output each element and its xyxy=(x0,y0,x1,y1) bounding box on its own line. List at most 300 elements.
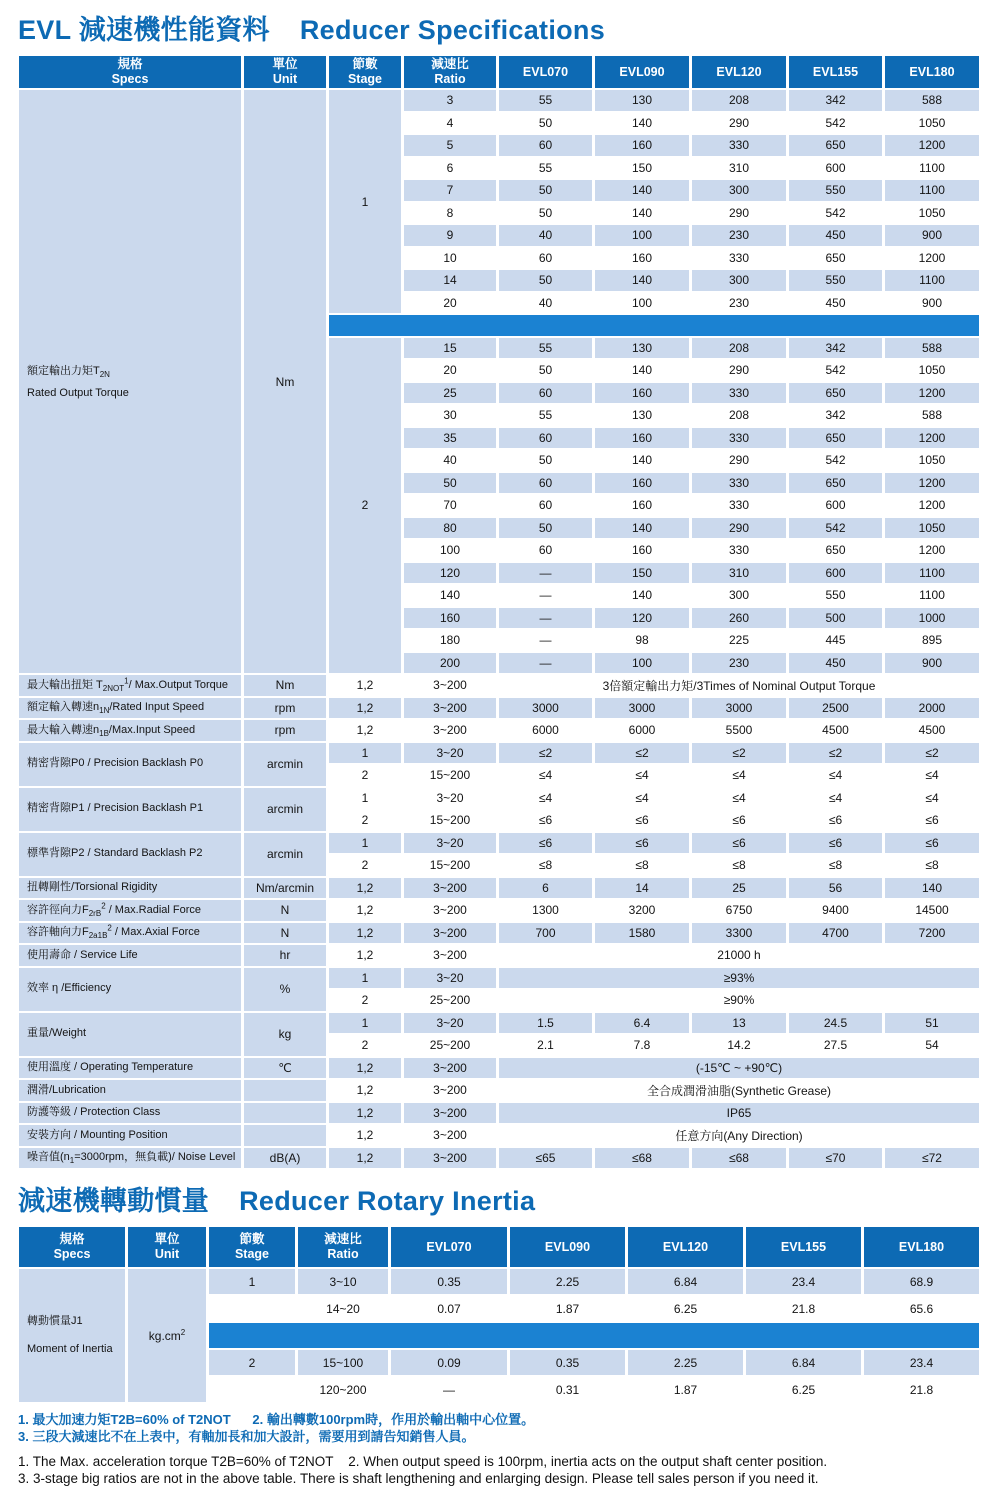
value-cell: 3000 xyxy=(595,698,689,719)
merged-value-cell: ≥93% xyxy=(499,968,979,989)
ratio-cell: 25~200 xyxy=(429,993,471,1008)
value-cell: — xyxy=(499,563,592,584)
unit-cell: kg xyxy=(244,1013,326,1056)
table-row xyxy=(19,1058,979,1079)
column-header xyxy=(19,1227,125,1267)
ratio-cell: 6 xyxy=(446,160,454,175)
column-header-model: EVL090 xyxy=(510,1227,625,1267)
value-cell: 0.35 xyxy=(510,1350,625,1375)
column-header-model: EVL070 xyxy=(499,56,592,88)
value-cell: 230 xyxy=(692,225,786,246)
value-cell: 542 xyxy=(825,453,846,468)
value-cell: ≤65 xyxy=(499,1148,592,1169)
value-cell: 150 xyxy=(631,160,653,175)
table-row xyxy=(19,1103,979,1124)
footnote-cn-line2: 3. 三段大減速比不在上表中，有軸加長和加大設計，需要用到請告知銷售人員。 xyxy=(18,1428,475,1444)
value-cell: 60 xyxy=(538,250,553,265)
unit-cell: rpm xyxy=(244,720,326,741)
value-cell: — xyxy=(443,1382,455,1397)
value-cell: ≤6 xyxy=(732,813,746,828)
value-cell: 14 xyxy=(595,878,689,899)
table-row xyxy=(19,1013,979,1034)
column-header-model: EVL180 xyxy=(885,56,979,88)
merged-value-cell: IP65 xyxy=(499,1103,979,1124)
value-cell: 55 xyxy=(499,338,592,359)
column-header xyxy=(404,56,496,88)
value-cell: 60 xyxy=(538,543,553,558)
ratio-cell: 70 xyxy=(443,498,457,513)
stage-cell: 1,2 xyxy=(356,723,374,738)
value-cell: 895 xyxy=(921,633,943,648)
unit-cell xyxy=(244,1080,326,1101)
spec-label-cell: 噪音值($n_1=3000rpm$，無負載)/ Noise Level xyxy=(19,1148,241,1169)
value-cell: 55 xyxy=(538,160,553,175)
value-cell: 650 xyxy=(825,543,846,558)
value-cell: ≤8 xyxy=(828,858,843,873)
value-cell: 290 xyxy=(692,518,786,539)
ratio-cell: 3~200 xyxy=(404,923,496,944)
value-cell: 1050 xyxy=(885,518,979,539)
value-cell: 1200 xyxy=(885,135,979,156)
spec-label-cell: 重量/Weight xyxy=(19,1013,241,1056)
value-cell: 140 xyxy=(595,270,689,291)
value-cell: 7200 xyxy=(885,923,979,944)
value-cell: ≤8 xyxy=(538,858,553,873)
ratio-cell: 3 xyxy=(404,90,496,111)
value-cell: 1200 xyxy=(918,543,946,558)
stage-cell: 1 xyxy=(329,968,401,989)
value-cell: 0.31 xyxy=(555,1382,580,1397)
value-cell: 0.35 xyxy=(391,1269,507,1294)
value-cell: ≤2 xyxy=(595,743,689,764)
spec-label-cell: 精密背隙P0 / Precision Backlash P0 xyxy=(19,743,241,786)
spec-label-cell: 精密背隙P1 / Precision Backlash P1 xyxy=(19,788,241,831)
value-cell: 588 xyxy=(921,408,943,423)
column-header xyxy=(298,1227,388,1267)
ratio-cell: 200 xyxy=(404,653,496,674)
value-cell: 310 xyxy=(728,160,750,175)
value-cell: 342 xyxy=(825,408,846,423)
value-cell: 160 xyxy=(631,543,653,558)
value-cell: 51 xyxy=(885,1013,979,1034)
stage-cell: 1 xyxy=(209,1269,295,1294)
value-cell: 1200 xyxy=(918,498,946,513)
value-cell: 1050 xyxy=(918,453,946,468)
value-cell: 23.4 xyxy=(864,1350,979,1375)
value-cell: ≤6 xyxy=(595,833,689,854)
value-cell: 100 xyxy=(631,295,653,310)
value-cell: 1050 xyxy=(918,205,946,220)
value-cell: 600 xyxy=(789,563,882,584)
value-cell: ≤4 xyxy=(635,790,649,805)
value-cell: ≤6 xyxy=(885,833,979,854)
stage-cell: 1,2 xyxy=(329,1058,401,1079)
ratio-cell: 3~200 xyxy=(404,1103,496,1124)
value-cell: ≤6 xyxy=(635,813,649,828)
value-cell: 290 xyxy=(728,363,750,378)
ratio-cell: 8 xyxy=(446,205,454,220)
footnote-cn-line1: 1. 最大加速力矩T2B=60% of T2NOT 2. 輸出轉數100rpm時，作用於輸出軸中心位置。 xyxy=(18,1412,535,1427)
column-header-model: EVL090 xyxy=(595,56,689,88)
value-cell: 342 xyxy=(789,90,882,111)
value-cell: ≤2 xyxy=(885,743,979,764)
unit-cell: Nm/arcmin xyxy=(244,878,326,899)
spec-label-cell: 使用溫度 / Operating Temperature xyxy=(19,1058,241,1079)
spec-label-cell: 效率 η /Efficiency xyxy=(19,968,241,1011)
value-cell: 9400 xyxy=(822,903,849,918)
merged-value-cell: 21000 h xyxy=(717,948,761,963)
ratio-cell: 3~200 xyxy=(433,678,467,693)
value-cell: ≤4 xyxy=(732,790,746,805)
column-header-model: EVL155 xyxy=(746,1227,861,1267)
value-cell: 6.25 xyxy=(791,1382,816,1397)
value-cell: 140 xyxy=(631,205,653,220)
column-header-zh: 規格 xyxy=(117,57,143,71)
footnotes xyxy=(18,1412,984,1487)
ratio-cell: 10 xyxy=(443,250,457,265)
column-header-en: Stage xyxy=(234,1247,270,1261)
column-header-en: Ratio xyxy=(327,1247,359,1261)
ratio-cell: 3~10 xyxy=(298,1269,388,1294)
ratio-cell: 20 xyxy=(443,295,457,310)
value-cell: 4500 xyxy=(918,723,946,738)
value-cell: 225 xyxy=(728,633,750,648)
value-cell: 1580 xyxy=(595,923,689,944)
value-cell: 330 xyxy=(728,250,750,265)
stage-cell: 1,2 xyxy=(356,1128,374,1143)
value-cell: 6750 xyxy=(725,903,753,918)
value-cell: 160 xyxy=(595,135,689,156)
value-cell: 140 xyxy=(631,453,653,468)
value-cell: 450 xyxy=(825,295,846,310)
stage-cell: 2 xyxy=(361,1038,369,1053)
value-cell: 50 xyxy=(538,205,553,220)
ratio-cell: 20 xyxy=(443,363,457,378)
value-cell: 14500 xyxy=(915,903,949,918)
stage-cell: 1 xyxy=(329,1013,401,1034)
table-head xyxy=(19,1227,979,1267)
unit-cell: hr xyxy=(244,945,326,966)
value-cell: 900 xyxy=(885,225,979,246)
value-cell: 60 xyxy=(538,498,553,513)
column-header xyxy=(19,56,241,88)
stage-cell: 1 xyxy=(329,833,401,854)
value-cell: 6.84 xyxy=(746,1350,861,1375)
value-cell: 6.4 xyxy=(595,1013,689,1034)
value-cell: ≤4 xyxy=(828,768,843,783)
ratio-cell: 140 xyxy=(439,588,461,603)
stage-cell: 1 xyxy=(329,743,401,764)
value-cell: 55 xyxy=(538,408,553,423)
value-cell: 160 xyxy=(595,473,689,494)
stage-cell: 1,2 xyxy=(329,1148,401,1169)
value-cell: ≤2 xyxy=(789,743,882,764)
column-header xyxy=(128,1227,206,1267)
spec-label-cell: 額定輸出力矩$T_{2N}$ Rated Output Torque xyxy=(19,90,241,673)
value-cell: 2000 xyxy=(885,698,979,719)
column-header-en: Unit xyxy=(154,1247,180,1261)
unit-cell: N xyxy=(244,923,326,944)
value-cell: 27.5 xyxy=(823,1038,848,1053)
value-cell: 330 xyxy=(692,428,786,449)
value-cell: 4500 xyxy=(822,723,849,738)
unit-cell: Nm xyxy=(244,90,326,673)
value-cell: 1200 xyxy=(885,473,979,494)
value-cell: 5500 xyxy=(725,723,753,738)
value-cell: 0.09 xyxy=(391,1350,507,1375)
table-row xyxy=(19,923,979,944)
value-cell: 50 xyxy=(499,518,592,539)
value-cell: 65.6 xyxy=(909,1301,934,1316)
reducer-rotary-inertia-table xyxy=(16,1225,982,1404)
column-header-zh: 規格 xyxy=(59,1232,85,1246)
value-cell: 1300 xyxy=(532,903,559,918)
table-row xyxy=(19,1080,979,1101)
stage-cell: 1,2 xyxy=(329,1103,401,1124)
table-row xyxy=(19,720,979,741)
value-cell: 1100 xyxy=(919,160,945,175)
value-cell: — xyxy=(499,653,592,674)
ratio-cell: 3~200 xyxy=(433,903,467,918)
value-cell: 650 xyxy=(789,473,882,494)
value-cell: ≤4 xyxy=(538,768,553,783)
value-cell: 130 xyxy=(595,90,689,111)
column-header-model: EVL120 xyxy=(692,56,786,88)
value-cell: 290 xyxy=(728,115,750,130)
ratio-cell: 160 xyxy=(404,608,496,629)
value-cell: 330 xyxy=(692,383,786,404)
value-cell: 1000 xyxy=(885,608,979,629)
value-cell: 900 xyxy=(921,295,943,310)
ratio-cell: 7 xyxy=(404,180,496,201)
value-cell: 60 xyxy=(499,383,592,404)
unit-cell xyxy=(244,1103,326,1124)
ratio-cell: 3~200 xyxy=(404,1148,496,1169)
ratio-cell: 120 xyxy=(404,563,496,584)
value-cell: ≤68 xyxy=(595,1148,689,1169)
value-cell: 208 xyxy=(692,338,786,359)
column-header-zh: 單位 xyxy=(154,1232,180,1246)
value-cell: 6 xyxy=(499,878,592,899)
inertia-table-title xyxy=(18,1179,984,1218)
value-cell: 550 xyxy=(825,588,846,603)
table-row xyxy=(19,968,979,989)
spec-label-cell: 使用壽命 / Service Life xyxy=(19,945,241,966)
column-header-en: Ratio xyxy=(434,72,466,86)
unit-cell: $kg.cm^2$ xyxy=(128,1269,206,1402)
value-cell: 330 xyxy=(692,135,786,156)
value-cell: 3300 xyxy=(692,923,786,944)
value-cell: ≤2 xyxy=(499,743,592,764)
value-cell: ≤8 xyxy=(732,858,746,873)
stage-cell: 1,2 xyxy=(356,948,374,963)
column-header-model: EVL180 xyxy=(864,1227,979,1267)
value-cell: 98 xyxy=(635,633,649,648)
stage-cell xyxy=(209,1377,295,1402)
ratio-cell: 50 xyxy=(404,473,496,494)
value-cell: 24.5 xyxy=(789,1013,882,1034)
value-cell: 330 xyxy=(728,543,750,558)
table-row xyxy=(19,1148,979,1169)
ratio-cell: 35 xyxy=(404,428,496,449)
spec-label-cell: 防護等級 / Protection Class xyxy=(19,1103,241,1124)
stage-cell: 2 xyxy=(329,338,401,674)
value-cell: 700 xyxy=(499,923,592,944)
value-cell: 330 xyxy=(728,498,750,513)
value-cell: 550 xyxy=(789,180,882,201)
stage-cell: 1,2 xyxy=(329,923,401,944)
unit-cell: arcmin xyxy=(244,743,326,786)
value-cell: 650 xyxy=(789,383,882,404)
unit-cell: % xyxy=(244,968,326,1011)
value-cell: ≤8 xyxy=(635,858,649,873)
value-cell: ≤6 xyxy=(789,833,882,854)
value-cell: 13 xyxy=(692,1013,786,1034)
value-cell: 1100 xyxy=(885,180,979,201)
value-cell: 600 xyxy=(825,498,846,513)
ratio-cell: 14~20 xyxy=(326,1301,360,1316)
value-cell: 140 xyxy=(631,115,653,130)
ratio-cell: 15~200 xyxy=(429,858,471,873)
value-cell: 650 xyxy=(789,135,882,156)
stage-cell: 1 xyxy=(361,790,369,805)
table-row xyxy=(19,833,979,854)
value-cell: 68.9 xyxy=(864,1269,979,1294)
table-row xyxy=(19,675,979,696)
value-cell: 445 xyxy=(825,633,846,648)
spec-title-zh: EVL 減速機性能資料 xyxy=(18,15,270,45)
column-header-model: EVL070 xyxy=(391,1227,507,1267)
value-cell: 140 xyxy=(885,878,979,899)
value-cell: 208 xyxy=(728,408,750,423)
value-cell: 1100 xyxy=(919,588,945,603)
value-cell: ≤4 xyxy=(732,768,746,783)
value-cell: 290 xyxy=(728,205,750,220)
spec-label-cell: 容許徑向力$F_{2rB}^2$ / Max.Radial Force xyxy=(19,900,241,921)
value-cell: ≤6 xyxy=(538,813,553,828)
value-cell: 208 xyxy=(692,90,786,111)
value-cell: 342 xyxy=(789,338,882,359)
value-cell: 1200 xyxy=(885,428,979,449)
value-cell: 6.84 xyxy=(628,1269,743,1294)
value-cell: 1.87 xyxy=(555,1301,580,1316)
value-cell: 150 xyxy=(595,563,689,584)
value-cell: 130 xyxy=(631,408,653,423)
value-cell: 160 xyxy=(631,250,653,265)
stage-cell: 2 xyxy=(361,768,369,783)
inertia-title-zh: 減速機轉動慣量 xyxy=(18,1186,210,1216)
ratio-cell: 3~200 xyxy=(433,1083,467,1098)
value-cell: 1200 xyxy=(918,250,946,265)
value-cell: ≤4 xyxy=(635,768,649,783)
merged-value-cell: (-15℃ ~ +90℃) xyxy=(499,1058,979,1079)
stage-separator-line xyxy=(329,315,979,336)
value-cell: 3200 xyxy=(628,903,656,918)
ratio-cell: 9 xyxy=(404,225,496,246)
ratio-cell: 3~200 xyxy=(404,878,496,899)
stage-cell: 1,2 xyxy=(329,878,401,899)
unit-cell: rpm xyxy=(244,698,326,719)
value-cell: 4700 xyxy=(789,923,882,944)
value-cell: 650 xyxy=(825,250,846,265)
value-cell: 260 xyxy=(692,608,786,629)
value-cell: 542 xyxy=(825,115,846,130)
ratio-cell: 3~20 xyxy=(436,790,464,805)
table-row xyxy=(19,1269,979,1294)
spec-label-cell: 容許軸向力$F_{2a1B}^2$ / Max.Axial Force xyxy=(19,923,241,944)
value-cell: 542 xyxy=(789,518,882,539)
merged-value-cell: 全合成潤滑油脂(Synthetic Grease) xyxy=(646,1083,832,1098)
value-cell: 50 xyxy=(538,363,553,378)
value-cell: 3000 xyxy=(499,698,592,719)
spec-label-cell: 潤滑/Lubrication xyxy=(19,1080,241,1101)
column-header-en: Stage xyxy=(347,72,383,86)
spec-label-cell: 扭轉剛性/Torsional Rigidity xyxy=(19,878,241,899)
value-cell: 230 xyxy=(728,295,750,310)
value-cell: 56 xyxy=(789,878,882,899)
value-cell: 50 xyxy=(499,180,592,201)
value-cell: 54 xyxy=(925,1038,939,1053)
column-header-zh: 減速比 xyxy=(324,1232,362,1246)
value-cell: 230 xyxy=(692,653,786,674)
value-cell: 2500 xyxy=(789,698,882,719)
value-cell: ≤6 xyxy=(828,813,843,828)
value-cell: 140 xyxy=(595,518,689,539)
ratio-cell: 5 xyxy=(404,135,496,156)
value-cell: — xyxy=(539,633,552,648)
spec-label-cell: 最大輸入轉速$n_{1B}/Max.Input$ Speed xyxy=(19,720,241,741)
value-cell: 1.87 xyxy=(673,1382,698,1397)
value-cell: 300 xyxy=(728,588,750,603)
value-cell: 100 xyxy=(595,653,689,674)
reducer-specifications-table xyxy=(16,54,982,1170)
table-row xyxy=(19,900,979,921)
ratio-cell: 40 xyxy=(443,453,457,468)
value-cell: 588 xyxy=(885,338,979,359)
value-cell: 50 xyxy=(538,453,553,468)
stage-cell: 2 xyxy=(209,1350,295,1375)
merged-value-cell: 任意方向(Any Direction) xyxy=(675,1128,803,1143)
table-row xyxy=(19,1125,979,1146)
value-cell: 1200 xyxy=(885,383,979,404)
ratio-cell: 3~200 xyxy=(404,698,496,719)
table-row xyxy=(19,945,979,966)
ratio-cell: 3~200 xyxy=(433,1128,467,1143)
value-cell: — xyxy=(499,608,592,629)
value-cell: 0.07 xyxy=(437,1301,461,1316)
value-cell: 140 xyxy=(595,180,689,201)
value-cell: 140 xyxy=(631,588,653,603)
value-cell: 450 xyxy=(789,653,882,674)
value-cell: 7.8 xyxy=(633,1038,651,1053)
value-cell: 21.8 xyxy=(909,1382,934,1397)
value-cell: 290 xyxy=(728,453,750,468)
column-header-en: Specs xyxy=(111,72,149,86)
value-cell: ≤4 xyxy=(925,790,939,805)
value-cell: 14.2 xyxy=(727,1038,751,1053)
spec-label-cell: 最大輸出扭矩 $T_{2NOT}^1/$ Max.Output Torque xyxy=(19,675,241,696)
column-header xyxy=(329,56,401,88)
table-row xyxy=(19,698,979,719)
value-cell: ≤4 xyxy=(828,790,843,805)
value-cell: ≤4 xyxy=(925,768,939,783)
value-cell: ≤6 xyxy=(499,833,592,854)
value-cell: ≤8 xyxy=(925,858,939,873)
stage-cell: 2 xyxy=(361,858,369,873)
header-row xyxy=(19,1227,979,1267)
value-cell: 450 xyxy=(789,225,882,246)
stage-cell: 1,2 xyxy=(356,1083,374,1098)
